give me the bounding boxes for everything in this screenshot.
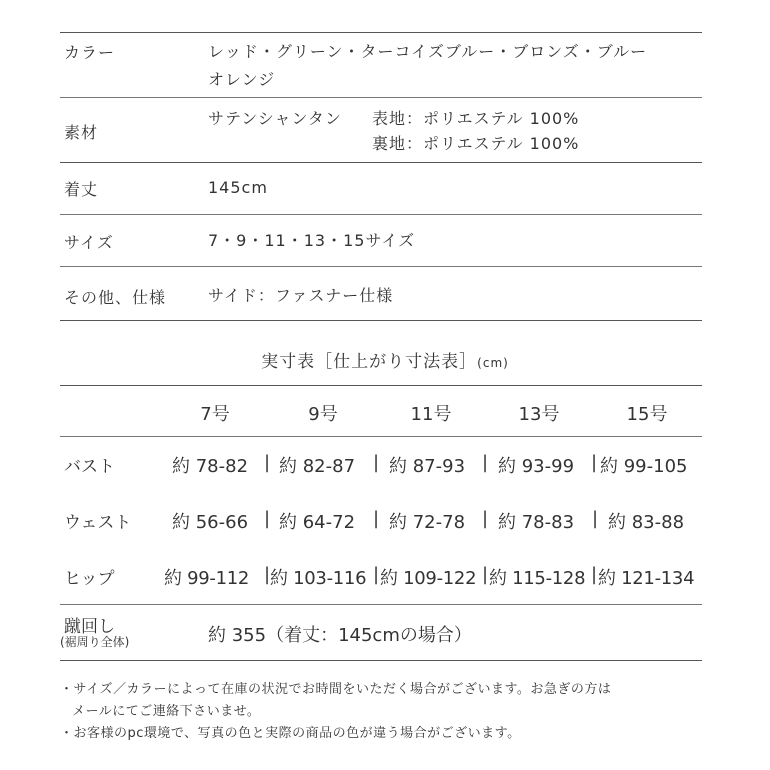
hip-15: 約 121-134	[598, 568, 695, 589]
header-size-7: 7号	[200, 404, 230, 425]
spec-rule-3	[60, 214, 702, 215]
bust-11: 約 87-93	[389, 456, 466, 477]
color-value-line2: オレンジ	[208, 70, 276, 89]
spec-rule-1	[60, 97, 702, 98]
note-line-3: ・お客様のpc環境で、写真の色と実際の商品の色が違う場合がございます。	[60, 726, 521, 741]
separator: |	[591, 452, 598, 473]
separator: |	[482, 564, 489, 585]
size-table-bottom-rule	[60, 660, 702, 661]
bust-15: 約 99-105	[600, 456, 688, 477]
note-line-1: ・サイズ／カラーによって在庫の状況でお時間をいただく場合がございます。お急ぎの方は	[60, 682, 612, 697]
header-size-13: 13号	[518, 404, 560, 425]
spec-top-rule	[60, 32, 702, 33]
bust-13: 約 93-99	[498, 456, 575, 477]
length-value: 145cm	[208, 178, 268, 197]
size-label: サイズ	[64, 233, 114, 252]
separator: |	[482, 452, 489, 473]
waist-15: 約 83-88	[608, 512, 685, 533]
material-outer: 表地：ポリエステル 100%	[372, 109, 580, 128]
separator: |	[591, 564, 598, 585]
row-label-hem-sub: (裾周り全体)	[60, 635, 130, 649]
separator: |	[264, 564, 271, 585]
waist-13: 約 78-83	[498, 512, 575, 533]
note-line-2: メールにてご連絡下さいませ。	[72, 704, 261, 719]
spec-bottom-rule	[60, 320, 702, 321]
color-value-line1: レッド・グリーン・ターコイズブルー・ブロンズ・ブルー	[208, 42, 648, 61]
separator: |	[482, 508, 489, 529]
hip-11: 約 109-122	[380, 568, 477, 589]
header-size-15: 15号	[626, 404, 668, 425]
length-label: 着丈	[64, 180, 99, 199]
hem-value: 約 355（着丈：145cmの場合）	[208, 625, 472, 646]
size-table-top-rule	[60, 385, 702, 386]
hip-13: 約 115-128	[489, 568, 586, 589]
size-table-unit: (cm)	[477, 356, 509, 370]
bust-7: 約 78-82	[172, 456, 249, 477]
waist-7: 約 56-66	[172, 512, 249, 533]
size-table-header-rule	[60, 436, 702, 437]
separator: |	[373, 508, 380, 529]
separator: |	[373, 564, 380, 585]
material-label: 素材	[64, 123, 99, 142]
row-label-hip: ヒップ	[64, 569, 115, 589]
material-lining: 裏地：ポリエステル 100%	[372, 134, 580, 153]
material-type: サテンシャンタン	[208, 109, 342, 128]
separator: |	[264, 452, 271, 473]
other-value: サイド：ファスナー仕様	[208, 286, 394, 305]
row-label-waist: ウェスト	[64, 513, 132, 533]
other-label: その他、仕様	[64, 288, 167, 307]
header-size-11: 11号	[410, 404, 452, 425]
separator: |	[264, 508, 271, 529]
bust-9: 約 82-87	[279, 456, 356, 477]
separator: |	[592, 508, 599, 529]
size-value: 7・9・11・13・15サイズ	[208, 231, 416, 250]
row-label-bust: バスト	[64, 457, 115, 477]
separator: |	[373, 452, 380, 473]
header-size-9: 9号	[308, 404, 338, 425]
row-label-hem: 蹴回し	[64, 617, 115, 637]
color-label: カラー	[64, 43, 116, 62]
hip-7: 約 99-112	[164, 568, 250, 589]
waist-9: 約 64-72	[279, 512, 356, 533]
size-table-title-text: 実寸表［仕上がり寸法表］	[261, 352, 478, 372]
waist-11: 約 72-78	[389, 512, 466, 533]
hip-9: 約 103-116	[270, 568, 367, 589]
size-table-title	[0, 347, 770, 372]
spec-rule-4	[60, 266, 702, 267]
spec-rule-2	[60, 162, 702, 163]
size-table-rule-hip	[60, 604, 702, 605]
